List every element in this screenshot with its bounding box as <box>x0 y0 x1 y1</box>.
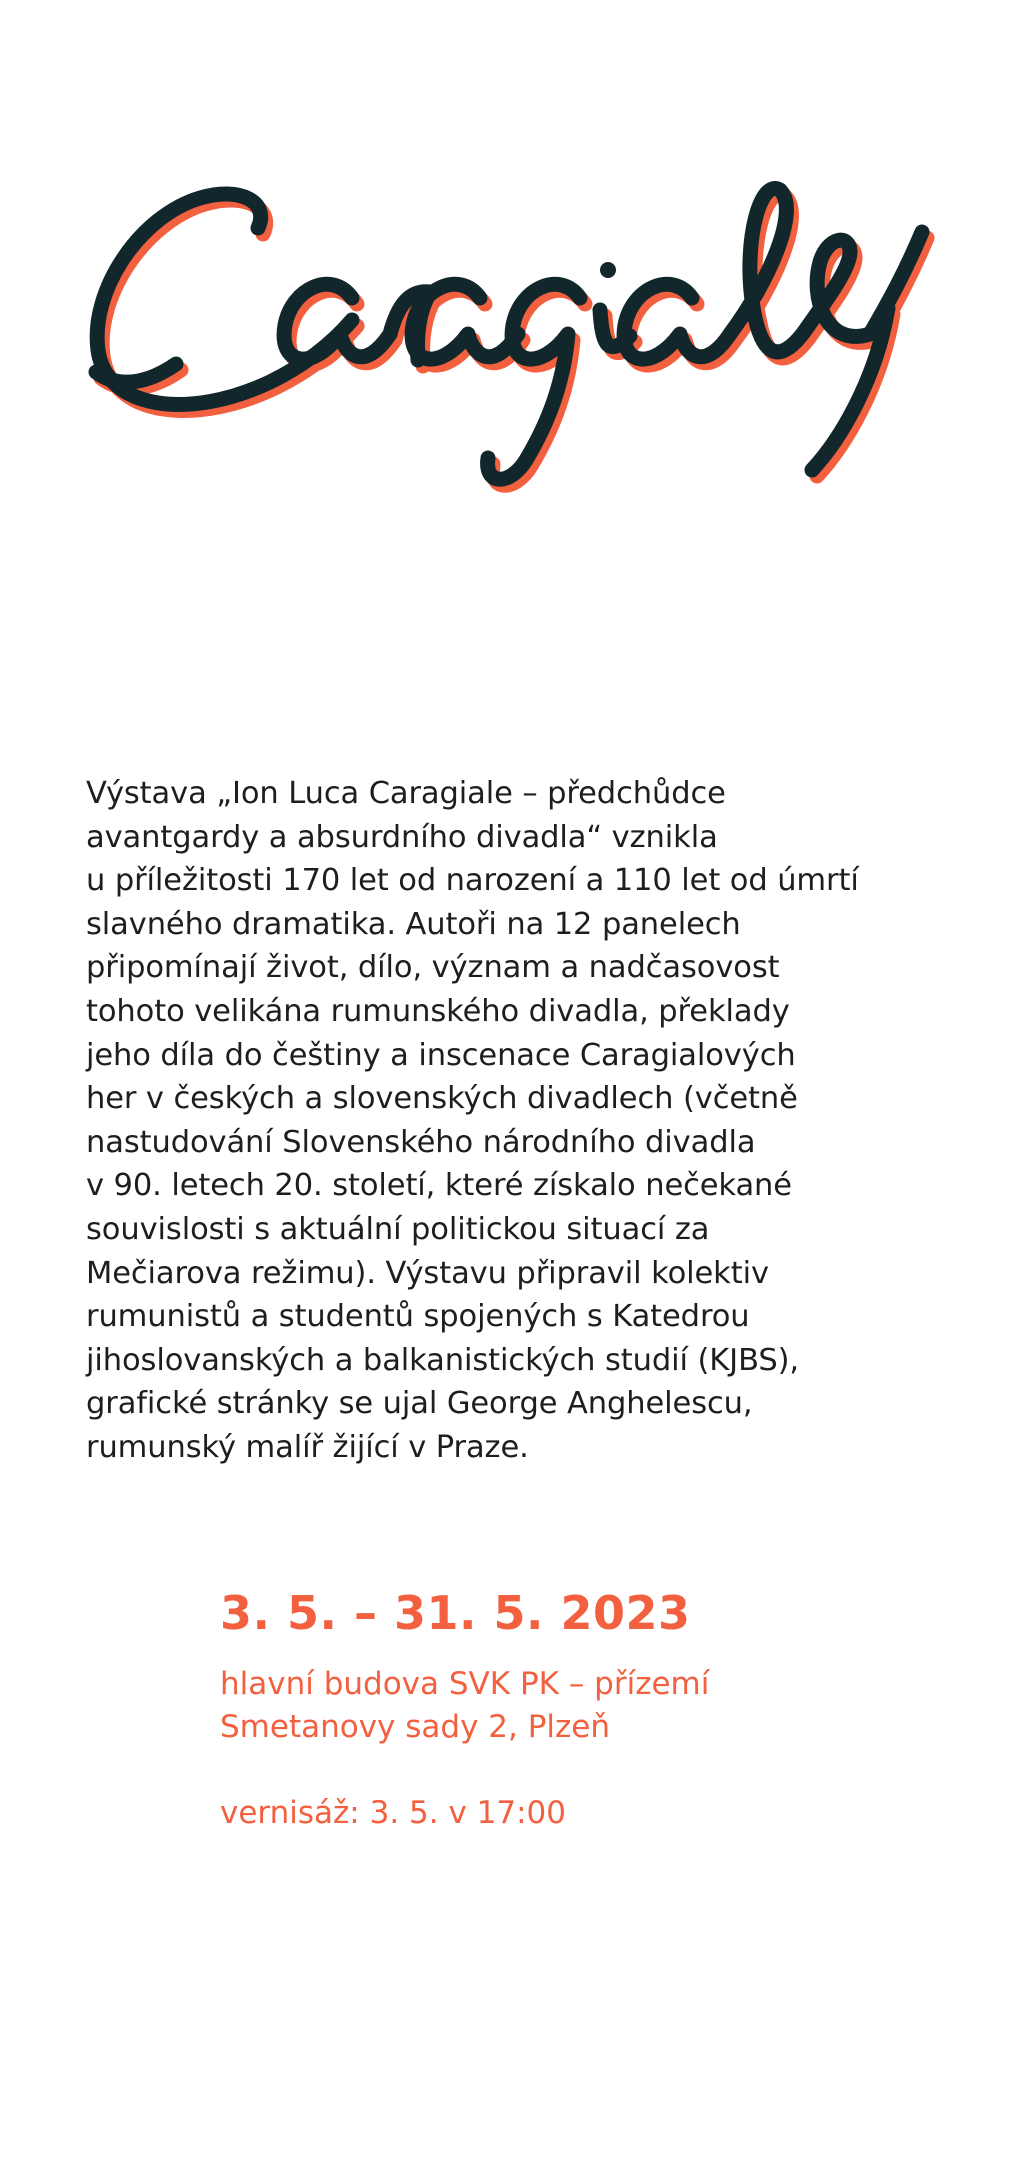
event-address: Smetanovy sady 2, Plzeň <box>220 1709 611 1745</box>
description-line: nastudování Slovenského národního divadla <box>86 1124 756 1160</box>
description-line: jeho díla do češtiny a inscenace Caragialových <box>86 1037 796 1073</box>
description-line: Výstava „Ion Luca Caragiale – předchůdce <box>86 776 726 811</box>
description-line: u příležitosti 170 let od narození a 110 let od úmrtí <box>86 863 859 899</box>
description-line: her v českých a slovenských divadlech (včetně <box>86 1081 798 1117</box>
signature-ink <box>96 188 922 479</box>
description-line: slavného dramatika. Autoři na 12 panelech <box>86 906 741 942</box>
event-venue: hlavní budova SVK PK – přízemí <box>220 1666 710 1702</box>
description-line: tohoto velikána rumunského divadla, překlady <box>86 993 790 1029</box>
description-line: souvislosti s aktuální politickou situací za <box>86 1211 710 1247</box>
description-line: avantgardy a absurdního divadla“ vznikla <box>86 819 718 855</box>
description-line: rumunistů a studentů spojených s Katedrou <box>86 1299 750 1335</box>
description-line: jihoslovanských a balkanistických studií (KJBS), <box>86 1342 800 1378</box>
description-line: grafické stránky se ujal George Anghelescu, <box>86 1386 753 1422</box>
description-line: rumunský malíř žijící v Praze. <box>86 1429 529 1465</box>
event-dates: 3. 5. – 31. 5. 2023 <box>220 1586 691 1640</box>
caragiale-signature-logo <box>80 120 950 520</box>
event-opening: vernisáž: 3. 5. v 17:00 <box>220 1795 566 1831</box>
signature-artwork <box>80 120 950 520</box>
event-info <box>220 1585 920 1835</box>
description-line: v 90. letech 20. století, které získalo nečekané <box>86 1168 792 1204</box>
i-dot <box>600 262 616 278</box>
exhibition-description <box>86 772 966 1470</box>
description-line: Mečiarova režimu). Výstavu připravil kolektiv <box>86 1255 769 1291</box>
description-line: připomínají život, dílo, význam a nadčasovost <box>86 950 780 986</box>
